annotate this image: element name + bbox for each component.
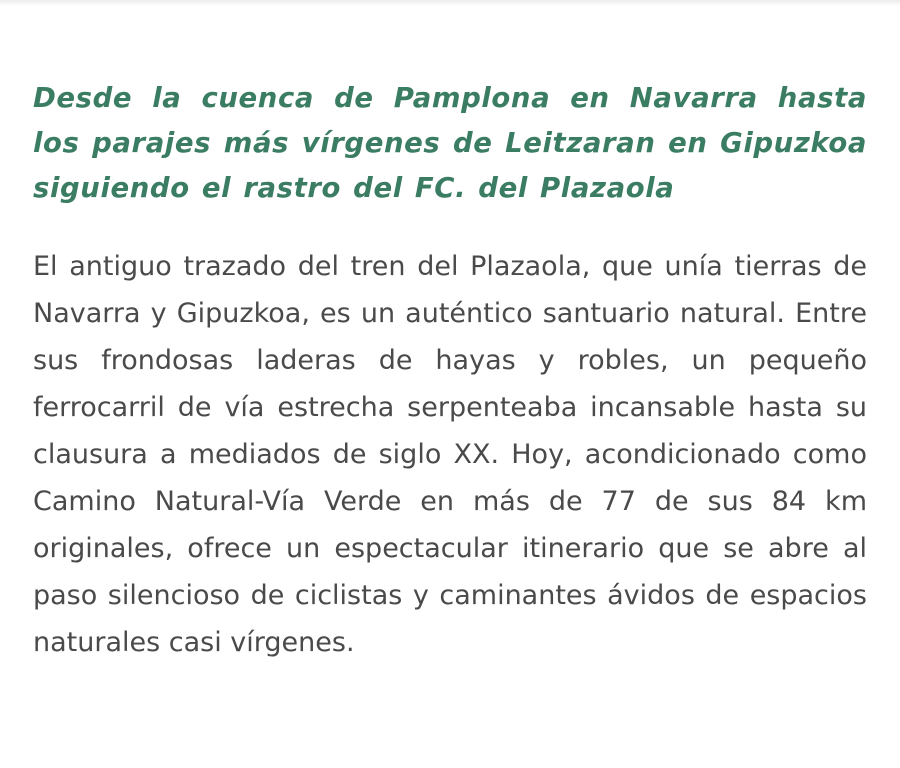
top-shadow-divider: [0, 0, 900, 6]
article-content: [33, 76, 867, 666]
article-body-paragraph: El antiguo trazado del tren del Plazaola, que unía tierras de Navarra y Gipuzkoa, es un auténtico santuario natural. Entre sus frondosas laderas de hayas y robles, un pequeño ferrocarril de vía estrecha serpenteaba incansable hasta su clausura a mediados de siglo XX. Hoy, acondicionado como Camino Natural-Vía Verde en más de 77 de sus 84 km originales, ofrece un espectacular itinerario que se abre al paso silencioso de ciclistas y caminantes ávidos de espacios naturales casi vírgenes.: [33, 251, 867, 658]
article-subtitle: Desde la cuenca de Pamplona en Navarra hasta los parajes más vírgenes de Leitzaran en Gipuzkoa siguiendo el rastro del FC. del Plazaola: [33, 82, 867, 204]
